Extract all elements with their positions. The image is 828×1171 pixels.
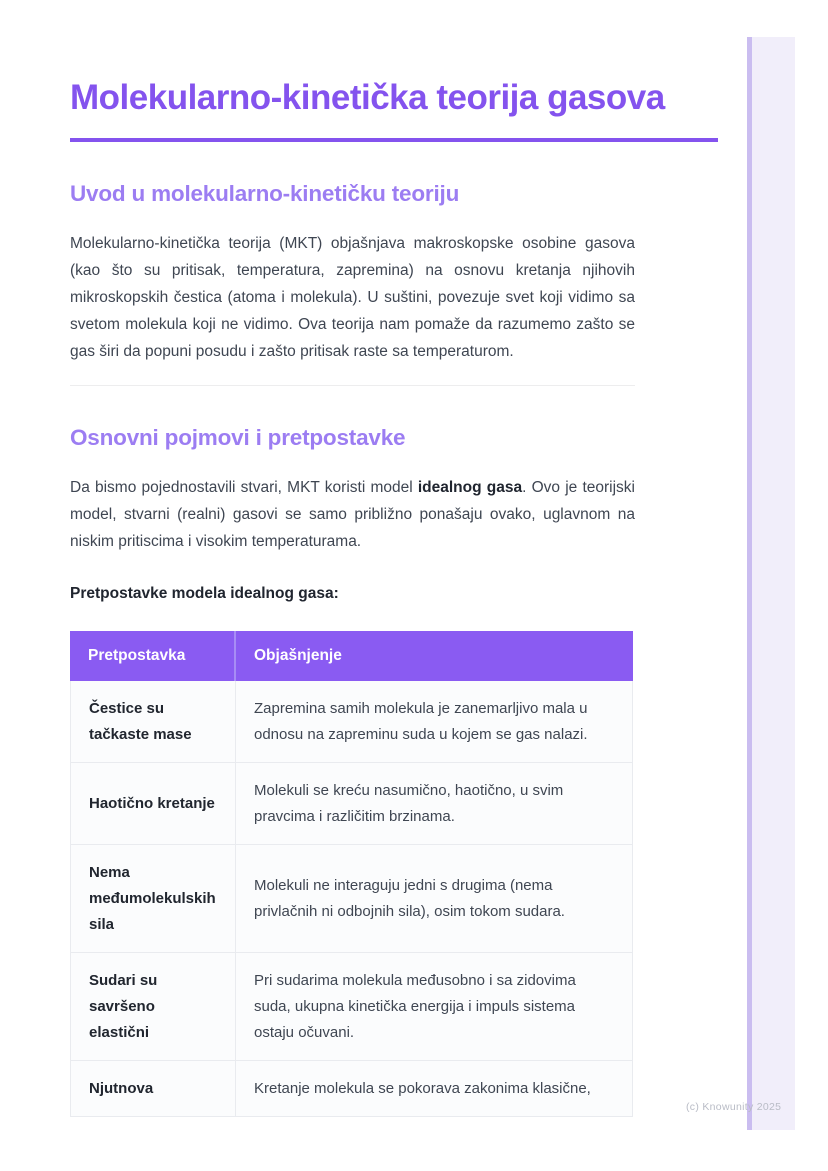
- section-heading-uvod: Uvod u molekularno-kinetičku teoriju: [70, 181, 460, 206]
- table-cell-desc: Pri sudarima molekula međusobno i sa zidovima suda, ukupna kinetička energija i impuls sistema ostaju očuvani.: [236, 953, 633, 1061]
- table-row: [70, 1061, 633, 1117]
- intro-paragraph: Molekularno-kinetička teorija (MKT) objašnjava makroskopske osobine gasova (kao što su pritisak, temperatura, zapremina) na osnovu kretanja njihovih mikroskopskih čestica (atoma i molekula). U suštini, povezuje svet koji vidimo sa svetom molekula koji ne vidimo. Ova teorija nam pomaže da razumemo zašto se gas širi da popuni posudu i zašto pritisak raste sa temperaturom.: [70, 235, 635, 360]
- table-row: [70, 953, 633, 1061]
- table-cell-term: Čestice su tačkaste mase: [70, 681, 236, 763]
- table-cell-desc: Zapremina samih molekula je zanemarljivo mala u odnosu na zapreminu suda u kojem se gas nalazi.: [236, 681, 633, 763]
- copyright-footer: (c) Knowunity 2025: [686, 1101, 782, 1113]
- assumptions-table: [70, 631, 633, 1117]
- table-row: [70, 845, 633, 953]
- table-subheading: Pretpostavke modela idealnog gasa:: [70, 585, 339, 602]
- table-header-pretpostavka: Pretpostavka: [70, 631, 236, 681]
- table-cell-desc: Molekuli ne interaguju jedni s drugima (nema privlačnih ni odbojnih sila), osim tokom sudara.: [236, 845, 633, 953]
- table-row: [70, 681, 633, 763]
- table-header-row: [70, 631, 633, 681]
- paragraph-text-start: Da bismo pojednostavili stvari, MKT koristi model: [70, 479, 418, 496]
- paragraph-text-end: . Ovo je teorijski model, stvarni (realni) gasovi se samo približno ponašaju ovako, uglavnom na niskim pritiscima i visokim temperaturama.: [70, 479, 635, 550]
- table-row: [70, 763, 633, 845]
- table-cell-term: Sudari su savršeno elastični: [70, 953, 236, 1061]
- table-cell-desc: Kretanje molekula se pokorava zakonima klasične,: [236, 1061, 633, 1117]
- osnovni-paragraph: [70, 474, 635, 555]
- section-divider: [70, 385, 635, 386]
- table-cell-term: Haotično kretanje: [70, 763, 236, 845]
- section-heading-osnovni: Osnovni pojmovi i pretpostavke: [70, 425, 406, 450]
- table-cell-term: Njutnova: [70, 1061, 236, 1117]
- decorative-side-stripe: [747, 37, 795, 1130]
- table-cell-term: Nema međumolekulskih sila: [70, 845, 236, 953]
- document-page: [70, 0, 718, 1130]
- paragraph-bold-term: idealnog gasa: [417, 479, 523, 496]
- title-underline-rule: [70, 138, 718, 142]
- table-cell-desc: Molekuli se kreću nasumično, haotično, u svim pravcima i različitim brzinama.: [236, 763, 633, 845]
- table-header-objasnjenje: Objašnjenje: [236, 631, 633, 681]
- page-title: Molekularno-kinetička teorija gasova: [70, 78, 665, 117]
